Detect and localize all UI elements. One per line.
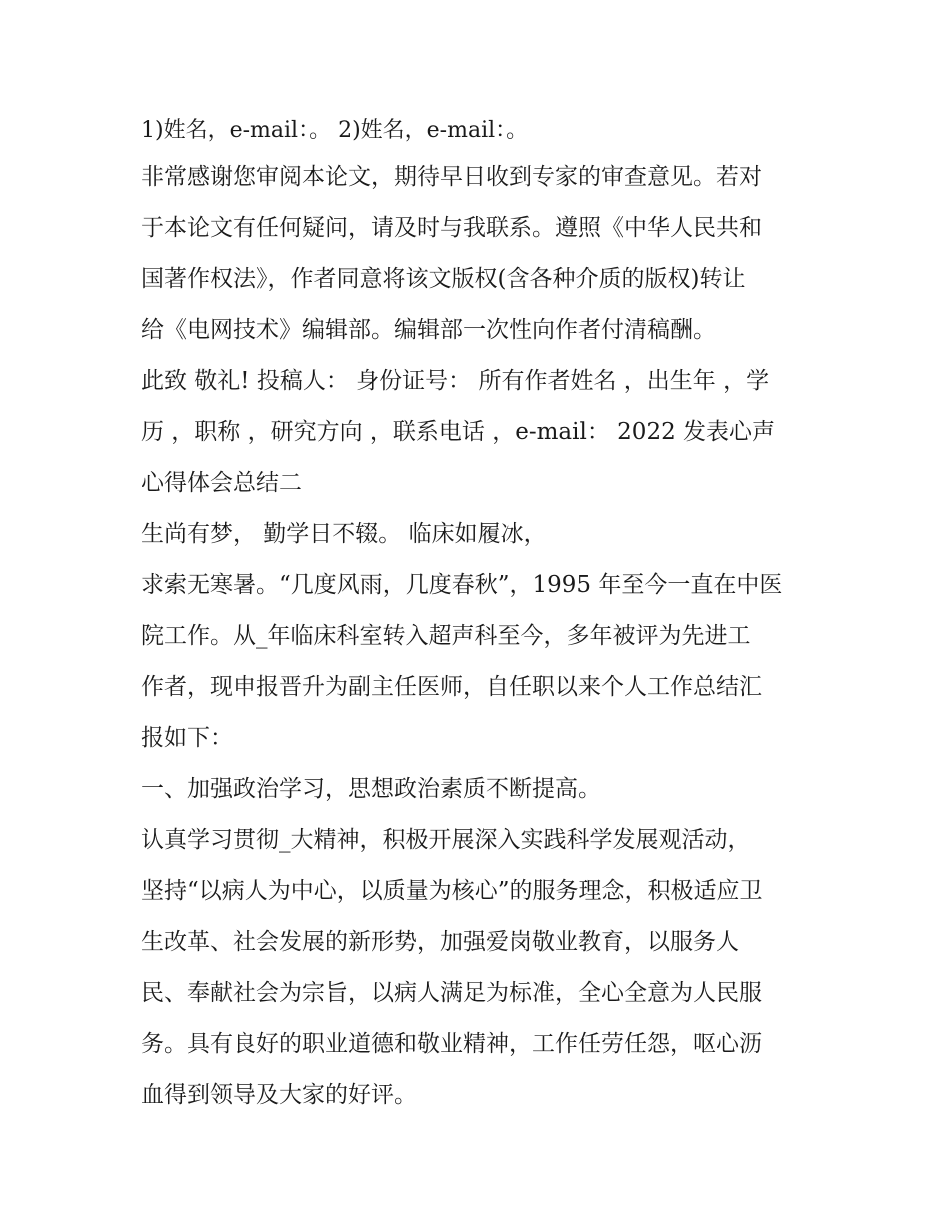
- text-line: 血得到领导及大家的好评。: [141, 1082, 417, 1108]
- text-line: 非常感谢您审阅本论文，期待早日收到专家的审查意见。若对: [141, 164, 762, 190]
- text-line-author-emails: 1)姓名，e-mail：。 2)姓名，e-mail：。: [141, 118, 529, 143]
- text-line: 民、奉献社会为宗旨，以病人满足为标准，全心全意为人民服: [141, 980, 762, 1006]
- text-line: 院工作。从_年临床科室转入超声科至今，多年被评为先进工: [141, 623, 751, 649]
- text-line: 作者，现申报晋升为副主任医师，自任职以来个人工作总结汇: [141, 674, 762, 700]
- text-line: 务。具有良好的职业道德和敬业精神，工作任劳任怨，呕心沥: [141, 1031, 762, 1057]
- text-line: 报如下：: [141, 725, 233, 751]
- text-line: 给《电网技术》编辑部。编辑部一次性向作者付清稿酬。: [141, 317, 716, 343]
- text-line: 历 ，职称 ，研究方向 ，联系电话 ，e-mail： 2022 发表心声: [141, 419, 776, 445]
- text-line: 生尚有梦， 勤学日不辍。 临床如履冰，: [141, 521, 547, 547]
- section-title: 心得体会总结二: [141, 470, 302, 496]
- text-line: 求索无寒暑。“几度风雨，几度春秋”，1995 年至今一直在中医: [141, 572, 783, 598]
- document-body: [141, 110, 821, 1125]
- text-line: 坚持“以病人为中心，以质量为核心”的服务理念，积极适应卫: [141, 878, 763, 904]
- section-heading: 一、加强政治学习，思想政治素质不断提高。: [141, 776, 601, 802]
- text-line: 于本论文有任何疑问，请及时与我联系。遵照《中华人民共和: [141, 215, 762, 241]
- text-line: 国著作权法》，作者同意将该文版权(含各种介质的版权)转让: [141, 266, 746, 292]
- text-line: 此致 敬礼! 投稿人： 身份证号： 所有作者姓名 ，出生年 ，学: [141, 368, 770, 394]
- text-line: 认真学习贯彻_大精神，积极开展深入实践科学发展观活动，: [141, 827, 751, 853]
- text-line: 生改革、社会发展的新形势，加强爱岗敬业教育，以服务人: [141, 929, 739, 955]
